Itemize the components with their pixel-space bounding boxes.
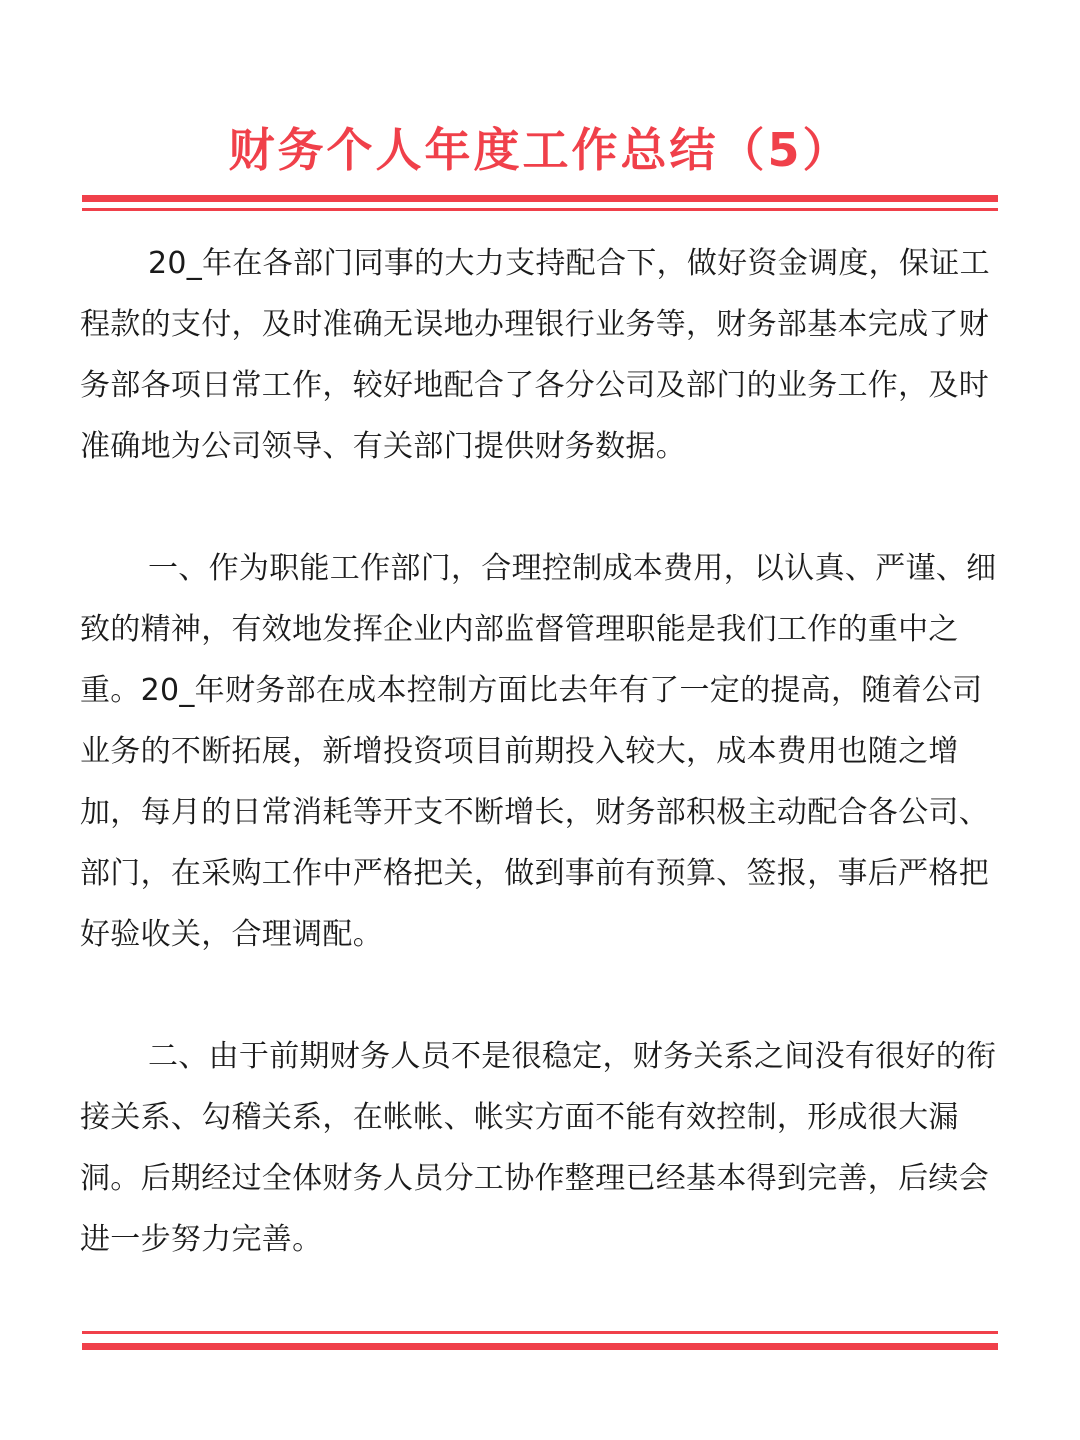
title-divider-bottom xyxy=(82,208,998,211)
footer-divider-bottom xyxy=(82,1343,998,1350)
paragraph-staff-stability: 二、由于前期财务人员不是很稳定，财务关系之间没有很好的衔接关系、勾稽关系，在帐帐、帐实方面不能有效控制，形成很大漏洞。后期经过全体财务人员分工协作整理已经基本得到完善，后续会进一步努力完善。 xyxy=(80,1039,997,1257)
paragraph-spacer xyxy=(80,965,1000,1026)
paragraph-spacer xyxy=(80,477,1000,538)
page-title: 财务个人年度工作总结（5） xyxy=(228,123,852,177)
document-body xyxy=(80,233,1000,1270)
paragraph-cost-control: 一、作为职能工作部门，合理控制成本费用，以认真、严谨、细致的精神，有效地发挥企业内部监督管理职能是我们工作的重中之重。20_年财务部在成本控制方面比去年有了一定的提高，随着公司业务的不断拓展，新增投资项目前期投入较大，成本费用也随之增加，每月的日常消耗等开支不断增长，财务部积极主动配合各公司、部门，在采购工作中严格把关，做到事前有预算、签报，事后严格把好验收关，合理调配。 xyxy=(80,551,997,952)
paragraph-intro: 20_年在各部门同事的大力支持配合下，做好资金调度，保证工程款的支付，及时准确无误地办理银行业务等，财务部基本完成了财务部各项日常工作，较好地配合了各分公司及部门的业务工作，及时准确地为公司领导、有关部门提供财务数据。 xyxy=(80,246,990,464)
footer-divider-top xyxy=(82,1331,998,1334)
title-divider-top xyxy=(82,195,998,202)
